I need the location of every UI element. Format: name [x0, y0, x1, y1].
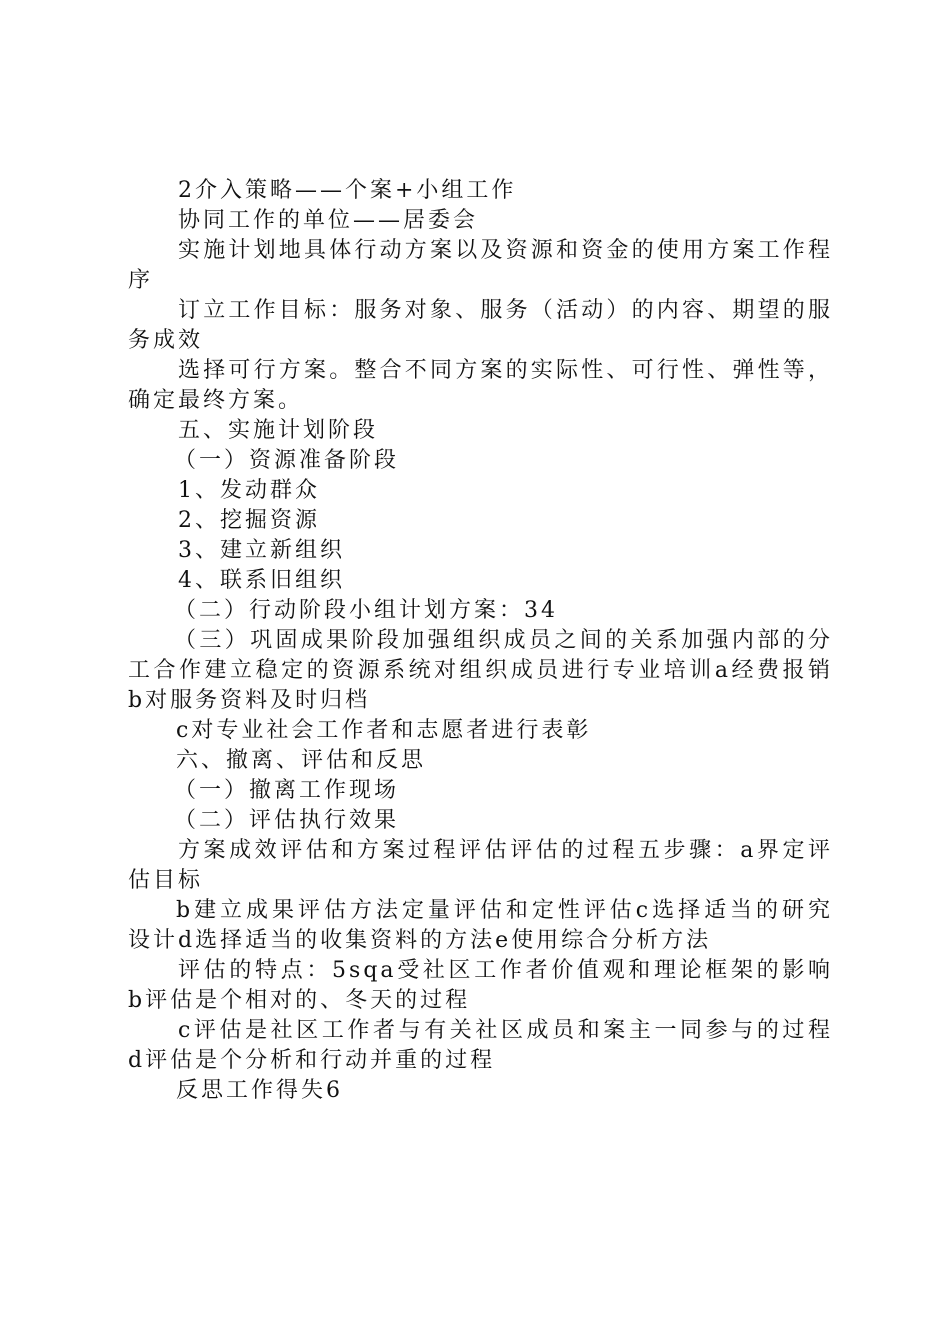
paragraph: 反思工作得失6: [176, 1078, 343, 1103]
paragraph: 订立工作目标：服务对象、服务（活动）的内容、期望的服务成效: [128, 298, 833, 353]
paragraph: c评估是社区工作者与有关社区成员和案主一同参与的过程d评估是个分析和行动并重的过程: [128, 1018, 833, 1073]
paragraph: （三）巩固成果阶段加强组织成员之间的关系加强内部的分工合作建立稳定的资源系统对组织成员进行专业培训a经费报销b对服务资料及时归档: [128, 628, 833, 713]
document-body: [128, 176, 833, 1106]
subsection-heading: （一）撤离工作现场: [174, 778, 400, 803]
subsection-heading: （一）资源准备阶段: [174, 448, 400, 473]
list-item: 1、发动群众: [178, 478, 320, 503]
paragraph: 方案成效评估和方案过程评估评估的过程五步骤：a界定评估目标: [128, 838, 833, 893]
paragraph: c对专业社会工作者和志愿者进行表彰: [176, 718, 592, 743]
paragraph: b建立成果评估方法定量评估和定性评估c选择适当的研究设计d选择适当的收集资料的方法e使用综合分析方法: [128, 898, 833, 953]
paragraph: 2介入策略——个案+小组工作: [178, 178, 517, 203]
paragraph: 评估的特点：5sqa受社区工作者价值观和理论框架的影响b评估是个相对的、冬天的过程: [128, 958, 833, 1013]
list-item: 4、联系旧组织: [178, 568, 345, 593]
paragraph: 选择可行方案。整合不同方案的实际性、可行性、弹性等，确定最终方案。: [128, 358, 833, 413]
paragraph: 协同工作的单位——居委会: [178, 208, 479, 233]
list-item: 2、挖掘资源: [178, 508, 320, 533]
paragraph: 实施计划地具体行动方案以及资源和资金的使用方案工作程序: [128, 238, 833, 293]
section-heading: 六、撤离、评估和反思: [176, 748, 427, 773]
subsection-heading: （二）评估执行效果: [174, 808, 400, 833]
list-item: 3、建立新组织: [178, 538, 345, 563]
subsection-heading: （二）行动阶段小组计划方案：34: [174, 598, 558, 623]
section-heading: 五、实施计划阶段: [178, 418, 379, 443]
